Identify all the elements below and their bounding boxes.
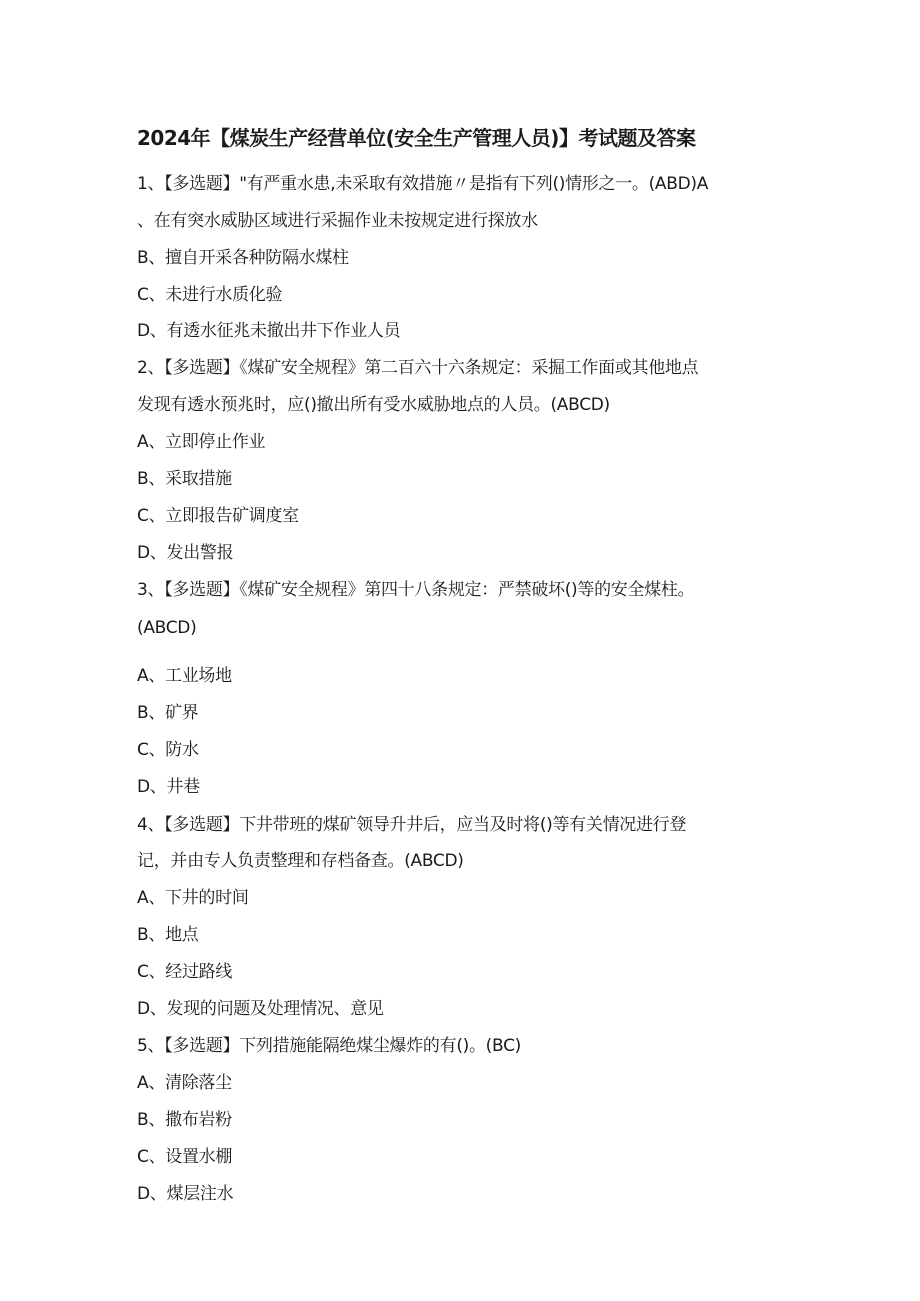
question-1-option-c: C、未进行水质化验 xyxy=(137,285,283,305)
question-2-option-c: C、立即报告矿调度室 xyxy=(137,506,299,526)
question-3-stem-line-1: 3、【多选题】《煤矿安全规程》第四十八条规定：严禁破坏()等的安全煤柱。 xyxy=(137,580,695,600)
question-2-option-a: A、立即停止作业 xyxy=(137,432,266,452)
question-1-stem-line-1: 1、【多选题】"有严重水患,未采取有效措施〃是指有下列()情形之一。(ABD)A xyxy=(137,174,709,194)
question-4-stem-line-2: 记，并由专人负责整理和存档备查。(ABCD) xyxy=(137,851,464,871)
question-4-option-d: D、发现的问题及处理情况、意见 xyxy=(137,999,384,1019)
question-1-option-d: D、有透水征兆未撤出井下作业人员 xyxy=(137,321,401,341)
question-1-option-b: B、擅自开采各种防隔水煤柱 xyxy=(137,248,349,268)
question-2-stem-line-2: 发现有透水预兆时，应()撤出所有受水威胁地点的人员。(ABCD) xyxy=(137,395,610,415)
question-3-option-c: C、防水 xyxy=(137,740,199,760)
question-5-option-d: D、煤层注水 xyxy=(137,1184,234,1204)
question-2-stem-line-1: 2、【多选题】《煤矿安全规程》第二百六十六条规定：采掘工作面或其他地点 xyxy=(137,358,699,378)
document-title: 2024年【煤炭生产经营单位(安全生产管理人员)】考试题及答案 xyxy=(137,126,696,150)
question-5-option-b: B、撒布岩粉 xyxy=(137,1110,232,1130)
question-4-option-c: C、经过路线 xyxy=(137,962,233,982)
question-5-option-a: A、清除落尘 xyxy=(137,1073,232,1093)
question-2-option-b: B、采取措施 xyxy=(137,469,232,489)
question-4-stem-line-1: 4、【多选题】下井带班的煤矿领导升井后，应当及时将()等有关情况进行登 xyxy=(137,815,687,835)
question-3-option-d: D、井巷 xyxy=(137,777,200,797)
question-5-option-c: C、设置水棚 xyxy=(137,1147,233,1167)
question-2-option-d: D、发出警报 xyxy=(137,543,234,563)
question-3-stem-line-2: (ABCD) xyxy=(137,618,197,638)
question-4-option-a: A、下井的时间 xyxy=(137,888,249,908)
question-3-option-b: B、矿界 xyxy=(137,703,199,723)
question-4-option-b: B、地点 xyxy=(137,925,199,945)
question-5-stem-line-1: 5、【多选题】下列措施能隔绝煤尘爆炸的有()。(BC) xyxy=(137,1036,521,1056)
question-3-option-a: A、工业场地 xyxy=(137,666,232,686)
question-1-stem-line-2: 、在有突水威胁区域进行采掘作业未按规定进行探放水 xyxy=(137,211,538,231)
